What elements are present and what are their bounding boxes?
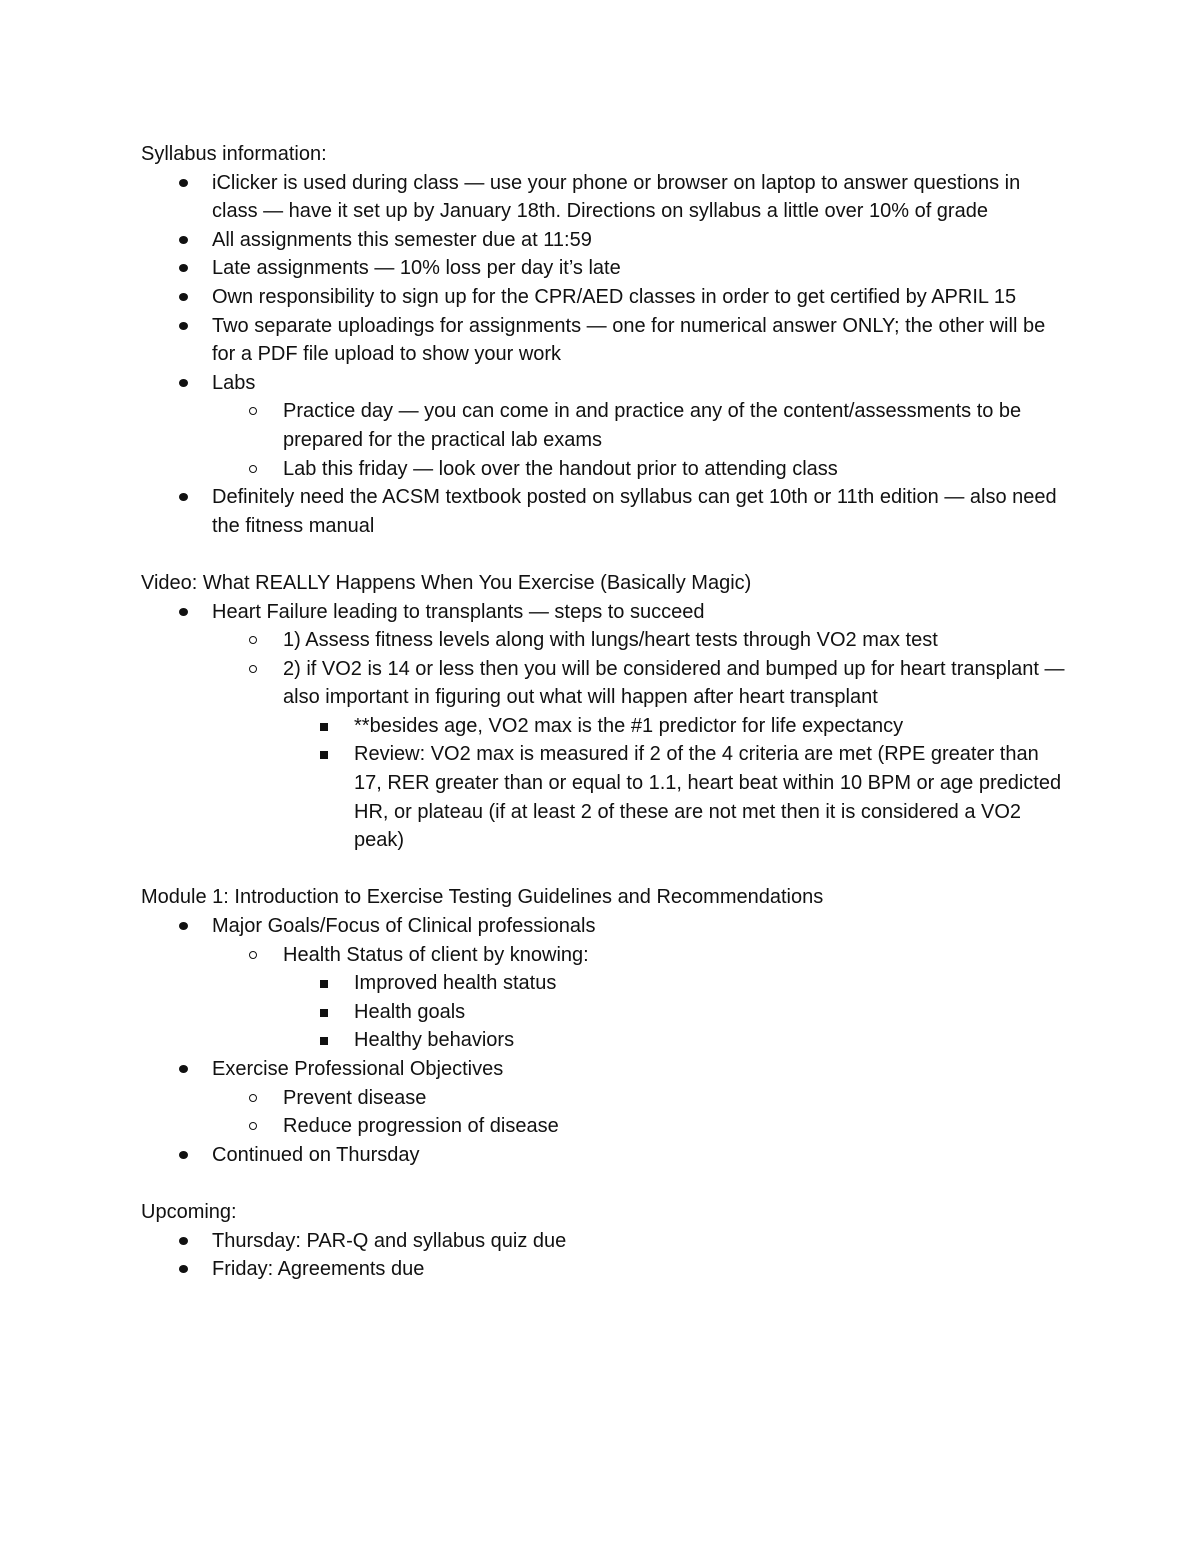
list-item xyxy=(141,283,1071,312)
bullet-list-level-3 xyxy=(283,969,1071,1055)
list-item xyxy=(283,712,1071,741)
list-item xyxy=(141,254,1071,283)
list-item xyxy=(141,226,1071,255)
list-item-text: 2) if VO2 is 14 or less then you will be considered and bumped up for heart transplant — also important in figuring out what will happen after heart transplant xyxy=(283,657,1065,709)
list-item xyxy=(141,483,1071,540)
section-heading: Module 1: Introduction to Exercise Testing Guidelines and Recommendations xyxy=(141,886,824,909)
bullet-list-level-2 xyxy=(212,941,1071,1055)
list-item-text: Practice day — you can come in and practice any of the content/assessments to be prepared for the practical lab exams xyxy=(283,400,1022,451)
list-item xyxy=(212,1112,1071,1141)
list-item-text: Health Status of client by knowing: xyxy=(283,943,589,966)
list-item xyxy=(212,941,1071,1055)
list-item-text: Continued on Thursday xyxy=(212,1143,420,1166)
list-item-text: Lab this friday — look over the handout prior to attending class xyxy=(283,457,838,480)
bullet-list-level-2 xyxy=(212,1084,1071,1141)
list-item-text: Improved health status xyxy=(354,972,557,995)
bullet-list-level-2 xyxy=(212,397,1071,483)
list-item xyxy=(212,455,1071,484)
list-item xyxy=(141,169,1071,226)
document-body xyxy=(141,140,1071,1312)
list-item xyxy=(141,1141,1071,1170)
list-item xyxy=(141,598,1071,855)
list-item xyxy=(141,912,1071,1055)
section xyxy=(141,1198,1071,1284)
section-heading: Video: What REALLY Happens When You Exercise (Basically Magic) xyxy=(141,571,752,594)
list-item-text: Reduce progression of disease xyxy=(283,1115,559,1138)
list-item xyxy=(141,369,1071,483)
list-item-text: Review: VO2 max is measured if 2 of the 4 criteria are met (RPE greater than 17, RER greater than or equal to 1.1, heart beat within 10 BPM or age predicted HR, or plateau (if at least 2 of these are not met then it is considered a VO2 peak) xyxy=(354,743,1062,852)
bullet-list-level-2 xyxy=(212,626,1071,855)
list-item xyxy=(141,312,1071,369)
list-item-text: Prevent disease xyxy=(283,1086,427,1109)
list-item-text: 1) Assess fitness levels along with lungs/heart tests through VO2 max test xyxy=(283,629,938,652)
list-item xyxy=(141,1055,1071,1141)
list-item-text: Major Goals/Focus of Clinical professionals xyxy=(212,915,596,938)
list-item-text: Healthy behaviors xyxy=(354,1029,515,1052)
section xyxy=(141,140,1071,540)
list-item-text: Heart Failure leading to transplants — steps to succeed xyxy=(212,600,705,623)
list-item xyxy=(283,969,1071,998)
list-item xyxy=(141,1227,1071,1256)
list-item-text: Two separate uploadings for assignments — one for numerical answer ONLY; the other will be for a PDF file upload to show your work xyxy=(212,314,1046,366)
list-item xyxy=(283,998,1071,1027)
section-heading: Upcoming: xyxy=(141,1200,237,1223)
bullet-list-level-1 xyxy=(141,1227,1071,1284)
section-heading: Syllabus information: xyxy=(141,143,327,165)
list-item-text: Exercise Professional Objectives xyxy=(212,1058,504,1080)
bullet-list-level-1 xyxy=(141,912,1071,1169)
section xyxy=(141,883,1071,1169)
list-item-text: iClicker is used during class — use your phone or browser on laptop to answer questions in class — have it set up by January 18th. Directions on syllabus a little over 10% of grade xyxy=(212,171,1021,223)
list-item-text: Health goals xyxy=(354,1000,466,1023)
list-item-text: Own responsibility to sign up for the CPR/AED classes in order to get certified by APRIL 15 xyxy=(212,285,1017,308)
list-item xyxy=(141,1255,1071,1284)
section xyxy=(141,569,1071,855)
bullet-list-level-1 xyxy=(141,598,1071,855)
list-item xyxy=(212,397,1071,454)
list-item xyxy=(283,740,1071,854)
list-item-text: **besides age, VO2 max is the #1 predictor for life expectancy xyxy=(354,714,904,737)
bullet-list-level-3 xyxy=(283,712,1071,855)
list-item-text: Labs xyxy=(212,371,256,394)
list-item-text: Friday: Agreements due xyxy=(212,1258,425,1281)
list-item xyxy=(212,1084,1071,1113)
list-item xyxy=(212,626,1071,655)
list-item xyxy=(283,1026,1071,1055)
list-item-text: All assignments this semester due at 11:59 xyxy=(212,228,592,251)
list-item-text: Late assignments — 10% loss per day it’s late xyxy=(212,257,621,280)
list-item xyxy=(212,655,1071,855)
bullet-list-level-1 xyxy=(141,169,1071,541)
list-item-text: Thursday: PAR-Q and syllabus quiz due xyxy=(212,1229,567,1252)
list-item-text: Definitely need the ACSM textbook posted on syllabus can get 10th or 11th edition — also need the fitness manual xyxy=(212,486,1057,537)
